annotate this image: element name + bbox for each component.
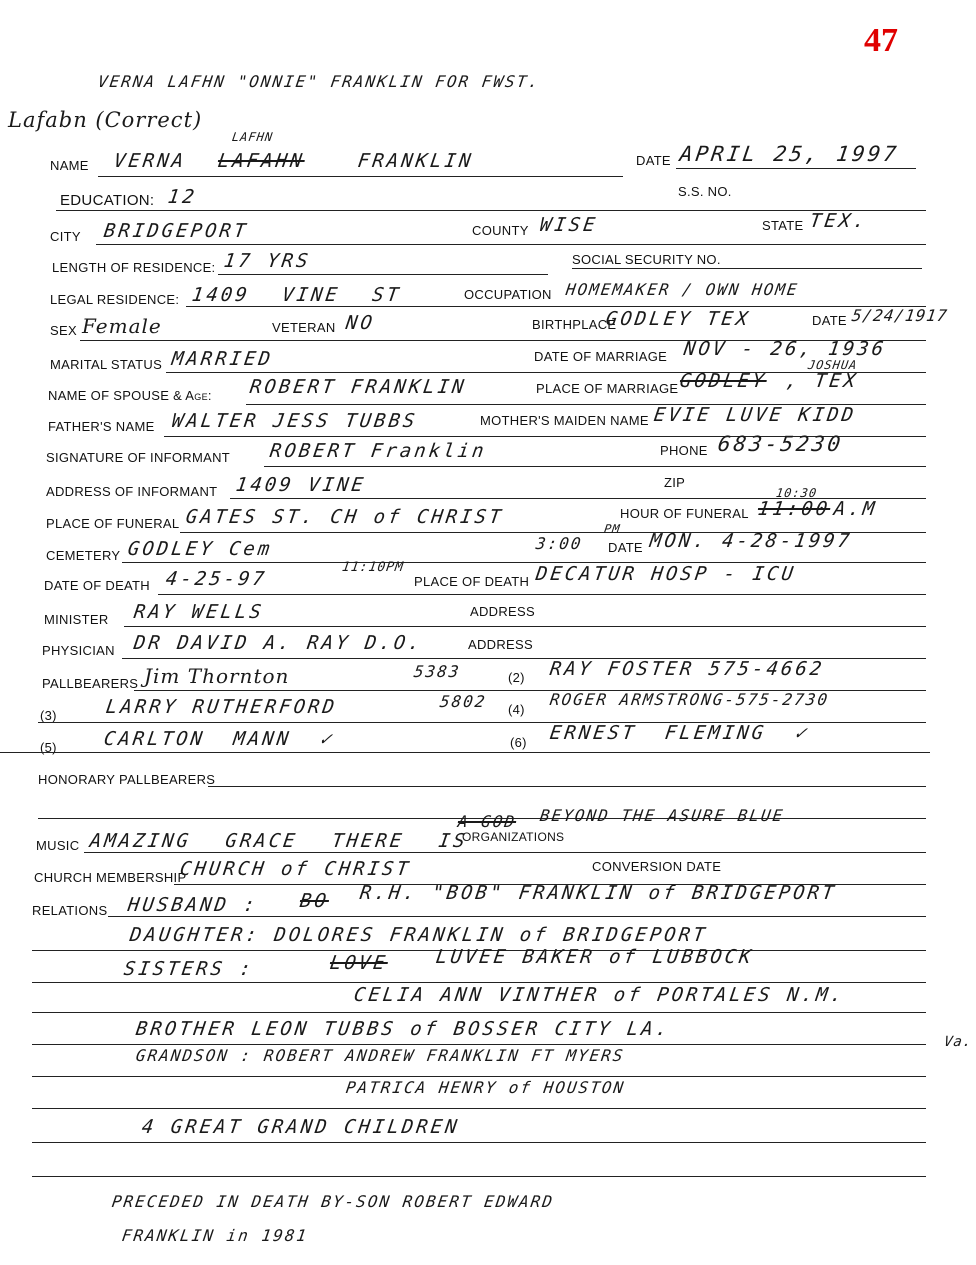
pallbearer-3-number: (3) — [40, 708, 57, 723]
relation-grandson: GRANDSON : ROBERT ANDREW FRANKLIN FT MYERS — [134, 1046, 626, 1065]
residence-line — [218, 274, 548, 275]
county-label: COUNTY — [472, 223, 529, 238]
sex-value: Female — [82, 314, 162, 338]
pallbearer-4-number: (4) — [508, 702, 525, 717]
cemetery-label: CEMETERY — [46, 548, 121, 563]
funeral-place-value: GATES ST. CH of CHRIST — [184, 506, 506, 528]
pallbearer-6: ERNEST FLEMING ✓ — [548, 722, 811, 744]
informant-line — [264, 466, 926, 467]
spouse-label: NAME OF SPOUSE & Age: — [48, 388, 212, 403]
cemetery-time-pm: PM — [603, 522, 622, 536]
social-security-label: SOCIAL SECURITY NO. — [572, 252, 721, 267]
music-line — [84, 852, 926, 853]
relations-line-7 — [32, 1108, 926, 1109]
informant-address-label: ADDRESS OF INFORMANT — [46, 484, 218, 499]
zip-label: ZIP — [664, 475, 686, 490]
cemetery-value: GODLEY Cem — [126, 538, 274, 560]
music-continuation: BEYOND THE ASURE BLUE — [538, 806, 786, 825]
church-value: CHURCH of CHRIST — [178, 858, 413, 880]
preceded-line-1: PRECEDED IN DEATH BY-SON ROBERT EDWARD — [110, 1192, 556, 1211]
relations-label: RELATIONS — [32, 903, 108, 918]
pallbearer-2: RAY FOSTER 575-4662 — [548, 658, 826, 680]
minister-value: RAY WELLS — [132, 601, 266, 623]
funeral-date-value: MON. 4-28-1997 — [648, 530, 854, 552]
music-label: MUSIC — [36, 838, 80, 853]
honorary-line-1 — [208, 786, 926, 787]
funeral-place-label: PLACE OF FUNERAL — [46, 516, 180, 531]
date-line — [676, 168, 916, 169]
phone-label: PHONE — [660, 443, 708, 458]
pallbearer-1-note: 5383 — [412, 662, 462, 681]
birth-date-label: DATE — [812, 313, 847, 328]
date-value: APRIL 25, 1997 — [678, 142, 901, 166]
county-value: WISE — [538, 214, 600, 236]
occupation-label: OCCUPATION — [464, 287, 552, 302]
relation-sisters-struck: LOVE — [328, 952, 390, 974]
death-place-value: DECATUR HOSP - ICU — [534, 563, 798, 585]
cemetery-line — [122, 562, 926, 563]
honorary-pallbearers-label: HONORARY PALLBEARERS — [38, 772, 216, 787]
pallbearer-6-number: (6) — [510, 735, 527, 750]
relation-grandson-note: Va. — [942, 1034, 974, 1050]
relation-husband-struck: BO — [298, 890, 331, 912]
sex-label: SEX — [50, 323, 77, 338]
relation-granddaughter: PATRICA HENRY of HOUSTON — [344, 1078, 627, 1097]
state-value: TEX. — [808, 210, 870, 232]
city-value: BRIDGEPORT — [102, 220, 250, 242]
death-line — [158, 594, 926, 595]
funeral-hour-struck: 11:00 — [756, 498, 832, 520]
birthplace-label: BIRTHPLACE — [532, 317, 617, 332]
organizations-label: ORGANIZATIONS — [462, 830, 565, 844]
date-of-marriage-value: NOV - 26, 1936 — [682, 338, 888, 360]
spouse-value: ROBERT FRANKLIN — [248, 376, 469, 398]
education-line — [56, 210, 926, 211]
relations-line-6 — [32, 1076, 926, 1077]
pallbearer-2-number: (2) — [508, 670, 525, 685]
funeral-date-label: DATE — [608, 540, 643, 555]
residence-length-value: 17 YRS — [222, 250, 313, 272]
death-place-label: PLACE OF DEATH — [414, 574, 530, 589]
page-number: 47 — [864, 22, 898, 59]
occupation-value: HOMEMAKER / OWN HOME — [564, 280, 800, 299]
date-label: DATE — [636, 153, 671, 168]
relation-husband-value: R.H. "BOB" FRANKLIN of BRIDGEPORT — [358, 882, 839, 904]
church-label: CHURCH MEMBERSHIP — [34, 870, 187, 885]
relations-line-4 — [32, 1012, 926, 1013]
physician-address-label: ADDRESS — [468, 637, 533, 652]
birth-date-value: 5/24/1917 — [850, 306, 950, 325]
legal-residence-label: LEGAL RESIDENCE: — [50, 292, 180, 307]
date-of-marriage-label: DATE OF MARRIAGE — [534, 349, 668, 364]
conversion-label: CONVERSION DATE — [592, 859, 722, 874]
music-struck: A GOD — [456, 812, 518, 831]
relations-line-9 — [32, 1176, 926, 1177]
relation-brother: BROTHER LEON TUBBS of BOSSER CITY LA. — [134, 1018, 672, 1040]
relations-line-5 — [32, 1044, 926, 1045]
correction-note: Lafabn (Correct) — [8, 108, 203, 132]
name-last: FRANKLIN — [356, 150, 476, 172]
birthplace-value: GODLEY TEX — [604, 308, 752, 330]
relation-sister-1: LUVEE BAKER of LUBBOCK — [434, 946, 756, 968]
veteran-label: VETERAN — [272, 320, 336, 335]
cemetery-time: 3:00 — [534, 534, 584, 553]
relations-line-3 — [32, 982, 926, 983]
residence-length-label: LENGTH OF RESIDENCE: — [52, 260, 216, 275]
legal-residence-line — [186, 306, 926, 307]
legal-residence-value: 1409 VINE ST — [190, 284, 403, 306]
father-label: FATHER'S NAME — [48, 419, 155, 434]
state-label: STATE — [762, 218, 804, 233]
name-correction: LAFHN — [231, 130, 275, 144]
name-first: VERNA — [112, 150, 188, 172]
name-label: NAME — [50, 158, 89, 173]
pallbearer-line-3 — [0, 752, 930, 753]
place-of-marriage-struck: GODLEY — [678, 370, 769, 392]
marital-status-label: MARITAL STATUS — [50, 357, 163, 372]
relation-great-grandchildren: 4 GREAT GRAND CHILDREN — [140, 1116, 462, 1138]
city-line — [96, 244, 926, 245]
informant-signature-value: ROBERT Franklin — [268, 440, 489, 462]
pallbearers-label: PALLBEARERS — [42, 676, 139, 691]
phone-value: 683-5230 — [716, 432, 845, 456]
death-date-value: 4-25-97 — [164, 568, 269, 590]
pallbearer-4: ROGER ARMSTRONG-575-2730 — [548, 690, 831, 709]
name-line — [98, 176, 623, 177]
physician-value: DR DAVID A. RAY D.O. — [132, 632, 425, 654]
minister-label: MINISTER — [44, 612, 109, 627]
physician-label: PHYSICIAN — [42, 643, 115, 658]
place-of-marriage-label: PLACE OF MARRIAGE — [536, 381, 679, 396]
social-security-line — [572, 268, 922, 269]
preceded-line-2: FRANKLIN in 1981 — [120, 1226, 310, 1245]
pallbearer-1: Jim Thornton — [144, 664, 290, 688]
veteran-value: NO — [344, 312, 377, 334]
funeral-hour-label: HOUR OF FUNERAL — [620, 506, 749, 521]
pallbearer-3: LARRY RUTHERFORD — [104, 696, 339, 718]
city-label: CITY — [50, 229, 81, 244]
relation-sister-2: CELIA ANN VINTHER of PORTALES N.M. — [352, 984, 847, 1006]
place-of-marriage-value: , TEX — [784, 370, 860, 392]
marital-status-value: MARRIED — [170, 348, 275, 370]
ss-no-label: S.S. NO. — [678, 184, 732, 199]
death-date-label: DATE OF DEATH — [44, 578, 150, 593]
education-label: EDUCATION: — [60, 192, 155, 209]
place-of-marriage-correction: JOSHUA — [807, 358, 859, 372]
mother-label: MOTHER'S MAIDEN NAME — [480, 413, 649, 428]
relations-line-8 — [32, 1142, 926, 1143]
mother-value: EVIE LUVE KIDD — [652, 404, 858, 426]
name-struck: LAFAHN — [216, 150, 307, 172]
informant-address-value: 1409 VINE — [234, 474, 368, 496]
pallbearer-5: CARLTON MANN ✓ — [102, 728, 336, 750]
father-value: WALTER JESS TUBBS — [170, 410, 420, 432]
hour-correction: 10:30 — [775, 486, 819, 500]
education-value: 12 — [166, 186, 199, 208]
relation-husband: HUSBAND : — [126, 894, 260, 916]
relation-sisters: SISTERS : — [122, 958, 256, 980]
funeral-hour-value: A.M — [832, 498, 879, 520]
informant-signature-label: SIGNATURE OF INFORMANT — [46, 450, 231, 465]
header-note: VERNA LAFHN "ONNIE" FRANKLIN FOR FWST. — [96, 72, 542, 91]
pallbearer-5-number: (5) — [40, 740, 57, 755]
death-time: 11:10PM — [340, 560, 405, 575]
music-value: AMAZING GRACE THERE IS — [88, 830, 470, 852]
minister-line — [124, 626, 926, 627]
minister-address-label: ADDRESS — [470, 604, 535, 619]
relations-line-1 — [108, 916, 926, 917]
pallbearer-3-note: 5802 — [438, 692, 488, 711]
relation-daughter: DAUGHTER: DOLORES FRANKLIN of BRIDGEPORT — [128, 924, 710, 946]
